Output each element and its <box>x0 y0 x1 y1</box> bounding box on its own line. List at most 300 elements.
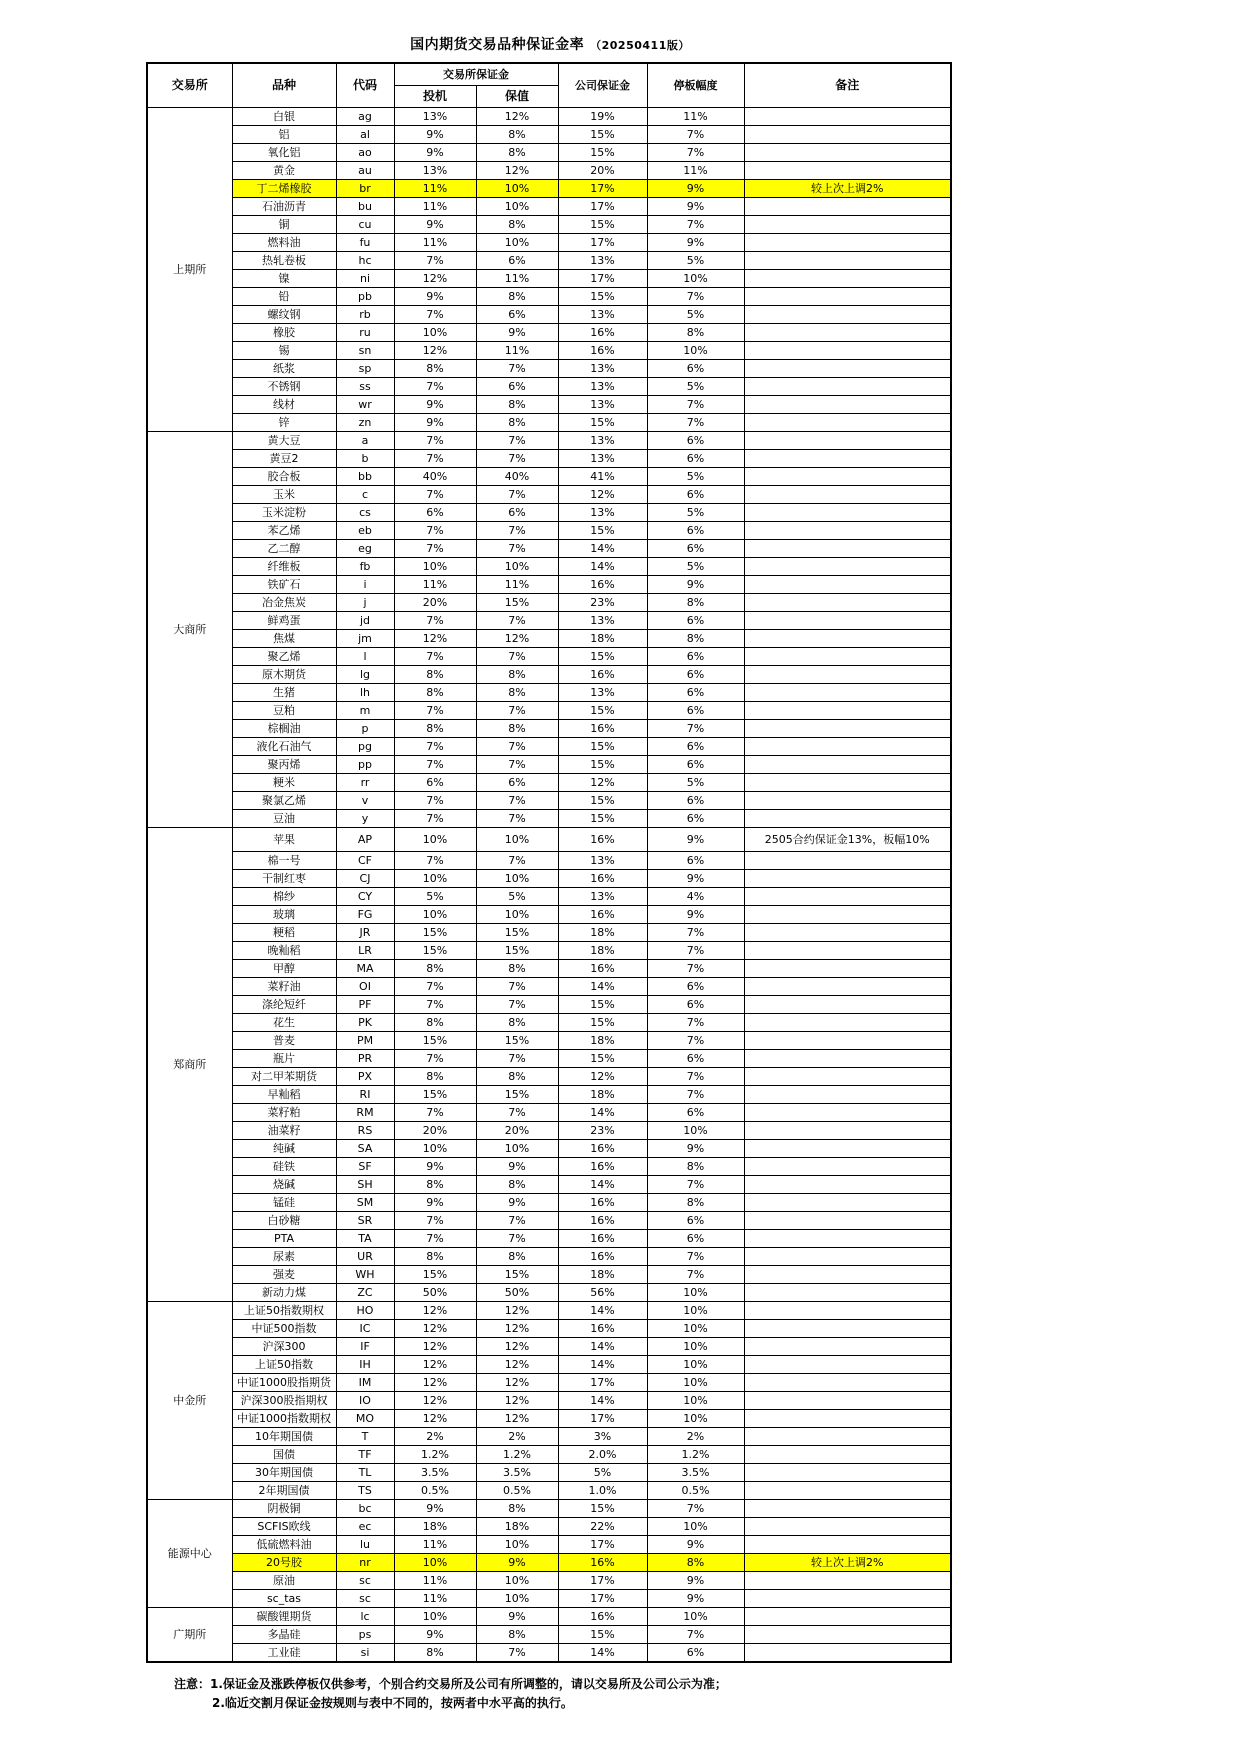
table-row <box>147 612 951 630</box>
code-cell: CJ <box>336 870 394 888</box>
table-row <box>147 1266 951 1284</box>
code-cell: bc <box>336 1500 394 1518</box>
hedge-cell: 10% <box>476 198 558 216</box>
table-row <box>147 558 951 576</box>
code-cell: RS <box>336 1122 394 1140</box>
name-cell: 纤维板 <box>232 558 336 576</box>
hedge-cell: 8% <box>476 1248 558 1266</box>
hedge-cell: 0.5% <box>476 1482 558 1500</box>
company-cell: 14% <box>558 1338 647 1356</box>
limit-cell: 8% <box>647 1554 744 1572</box>
hedge-cell: 5% <box>476 888 558 906</box>
limit-cell: 7% <box>647 1176 744 1194</box>
hedge-cell: 8% <box>476 1176 558 1194</box>
header-limit: 停板幅度 <box>647 63 744 108</box>
code-cell: TF <box>336 1446 394 1464</box>
table-body <box>147 108 951 1663</box>
hedge-cell: 12% <box>476 108 558 126</box>
code-cell: AP <box>336 828 394 852</box>
name-cell: 玻璃 <box>232 906 336 924</box>
company-cell: 13% <box>558 504 647 522</box>
spec-cell: 8% <box>394 684 476 702</box>
spec-cell: 11% <box>394 234 476 252</box>
name-cell: 燃料油 <box>232 234 336 252</box>
limit-cell: 10% <box>647 270 744 288</box>
limit-cell: 1.2% <box>647 1446 744 1464</box>
name-cell: 铅 <box>232 288 336 306</box>
table-row <box>147 378 951 396</box>
name-cell: 豆油 <box>232 810 336 828</box>
hedge-cell: 12% <box>476 1338 558 1356</box>
table-row <box>147 1194 951 1212</box>
name-cell: 原油 <box>232 1572 336 1590</box>
company-cell: 17% <box>558 180 647 198</box>
note-cell: 较上次上调2% <box>744 1554 951 1572</box>
company-cell: 16% <box>558 828 647 852</box>
limit-cell: 6% <box>647 1230 744 1248</box>
company-cell: 14% <box>558 1104 647 1122</box>
spec-cell: 12% <box>394 1392 476 1410</box>
spec-cell: 12% <box>394 1320 476 1338</box>
limit-cell: 10% <box>647 342 744 360</box>
name-cell: 苹果 <box>232 828 336 852</box>
code-cell: CF <box>336 852 394 870</box>
hedge-cell: 7% <box>476 996 558 1014</box>
name-cell: 不锈钢 <box>232 378 336 396</box>
limit-cell: 6% <box>647 996 744 1014</box>
name-cell: 锌 <box>232 414 336 432</box>
code-cell: br <box>336 180 394 198</box>
name-cell: 聚氯乙烯 <box>232 792 336 810</box>
limit-cell: 6% <box>647 432 744 450</box>
hedge-cell: 8% <box>476 414 558 432</box>
note-cell <box>744 1104 951 1122</box>
limit-cell: 5% <box>647 378 744 396</box>
table-row <box>147 1356 951 1374</box>
code-cell: ps <box>336 1626 394 1644</box>
table-row <box>147 1446 951 1464</box>
limit-cell: 0.5% <box>647 1482 744 1500</box>
hedge-cell: 10% <box>476 870 558 888</box>
company-cell: 13% <box>558 252 647 270</box>
hedge-cell: 8% <box>476 144 558 162</box>
table-row <box>147 978 951 996</box>
company-cell: 16% <box>558 870 647 888</box>
limit-cell: 9% <box>647 234 744 252</box>
limit-cell: 9% <box>647 576 744 594</box>
note-cell <box>744 888 951 906</box>
hedge-cell: 15% <box>476 1032 558 1050</box>
company-cell: 2.0% <box>558 1446 647 1464</box>
note-cell <box>744 396 951 414</box>
code-cell: lu <box>336 1536 394 1554</box>
name-cell: 铜 <box>232 216 336 234</box>
code-cell: IM <box>336 1374 394 1392</box>
hedge-cell: 9% <box>476 1158 558 1176</box>
name-cell: 黄大豆 <box>232 432 336 450</box>
hedge-cell: 7% <box>476 702 558 720</box>
table-row <box>147 1338 951 1356</box>
table-row <box>147 792 951 810</box>
code-cell: ao <box>336 144 394 162</box>
code-cell: SR <box>336 1212 394 1230</box>
code-cell: cs <box>336 504 394 522</box>
code-cell: jd <box>336 612 394 630</box>
limit-cell: 5% <box>647 306 744 324</box>
code-cell: ZC <box>336 1284 394 1302</box>
note-cell <box>744 630 951 648</box>
spec-cell: 8% <box>394 1176 476 1194</box>
company-cell: 23% <box>558 1122 647 1140</box>
limit-cell: 7% <box>647 1266 744 1284</box>
table-row <box>147 1608 951 1626</box>
limit-cell: 9% <box>647 198 744 216</box>
company-cell: 13% <box>558 888 647 906</box>
code-cell: lg <box>336 666 394 684</box>
hedge-cell: 12% <box>476 1374 558 1392</box>
name-cell: 涤纶短纤 <box>232 996 336 1014</box>
limit-cell: 6% <box>647 648 744 666</box>
hedge-cell: 11% <box>476 576 558 594</box>
company-cell: 14% <box>558 1176 647 1194</box>
hedge-cell: 8% <box>476 960 558 978</box>
company-cell: 16% <box>558 960 647 978</box>
spec-cell: 11% <box>394 198 476 216</box>
limit-cell: 10% <box>647 1410 744 1428</box>
name-cell: 工业硅 <box>232 1644 336 1663</box>
limit-cell: 6% <box>647 702 744 720</box>
company-cell: 13% <box>558 432 647 450</box>
name-cell: 碳酸锂期货 <box>232 1608 336 1626</box>
name-cell: 螺纹钢 <box>232 306 336 324</box>
name-cell: 纸浆 <box>232 360 336 378</box>
note-cell <box>744 288 951 306</box>
limit-cell: 9% <box>647 828 744 852</box>
company-cell: 15% <box>558 414 647 432</box>
name-cell: 对二甲苯期货 <box>232 1068 336 1086</box>
spec-cell: 11% <box>394 1590 476 1608</box>
code-cell: MO <box>336 1410 394 1428</box>
code-cell: PF <box>336 996 394 1014</box>
hedge-cell: 10% <box>476 906 558 924</box>
spec-cell: 12% <box>394 1302 476 1320</box>
code-cell: jm <box>336 630 394 648</box>
company-cell: 15% <box>558 702 647 720</box>
name-cell: 氧化铝 <box>232 144 336 162</box>
limit-cell: 8% <box>647 630 744 648</box>
hedge-cell: 7% <box>476 1212 558 1230</box>
spec-cell: 12% <box>394 1374 476 1392</box>
name-cell: 粳米 <box>232 774 336 792</box>
company-cell: 13% <box>558 306 647 324</box>
limit-cell: 7% <box>647 144 744 162</box>
table-row <box>147 126 951 144</box>
code-cell: IO <box>336 1392 394 1410</box>
company-cell: 17% <box>558 270 647 288</box>
limit-cell: 6% <box>647 738 744 756</box>
spec-cell: 12% <box>394 1410 476 1428</box>
code-cell: PK <box>336 1014 394 1032</box>
spec-cell: 9% <box>394 216 476 234</box>
code-cell: j <box>336 594 394 612</box>
spec-cell: 10% <box>394 1140 476 1158</box>
note-cell <box>744 234 951 252</box>
company-cell: 1.0% <box>558 1482 647 1500</box>
version-text: （20250411版） <box>590 39 690 52</box>
table-row <box>147 996 951 1014</box>
footnote-2: 2.临近交割月保证金按规则与表中不同的，按两者中水平高的执行。 <box>212 1696 573 1710</box>
code-cell: SH <box>336 1176 394 1194</box>
note-cell <box>744 720 951 738</box>
code-cell: RM <box>336 1104 394 1122</box>
company-cell: 16% <box>558 906 647 924</box>
limit-cell: 4% <box>647 888 744 906</box>
name-cell: 干制红枣 <box>232 870 336 888</box>
spec-cell: 1.2% <box>394 1446 476 1464</box>
spec-cell: 9% <box>394 1626 476 1644</box>
hedge-cell: 12% <box>476 1392 558 1410</box>
company-cell: 13% <box>558 684 647 702</box>
name-cell: 橡胶 <box>232 324 336 342</box>
code-cell: nr <box>336 1554 394 1572</box>
hedge-cell: 7% <box>476 450 558 468</box>
hedge-cell: 7% <box>476 540 558 558</box>
hedge-cell: 6% <box>476 774 558 792</box>
hedge-cell: 7% <box>476 852 558 870</box>
limit-cell: 6% <box>647 666 744 684</box>
name-cell: 线材 <box>232 396 336 414</box>
code-cell: TS <box>336 1482 394 1500</box>
limit-cell: 9% <box>647 180 744 198</box>
hedge-cell: 2% <box>476 1428 558 1446</box>
company-cell: 17% <box>558 1410 647 1428</box>
hedge-cell: 10% <box>476 558 558 576</box>
margin-table <box>146 62 952 1663</box>
code-cell: eb <box>336 522 394 540</box>
note-cell <box>744 1248 951 1266</box>
exchange-cell: 上期所 <box>147 108 232 432</box>
company-cell: 12% <box>558 774 647 792</box>
name-cell: 中证1000股指期货 <box>232 1374 336 1392</box>
note-cell <box>744 810 951 828</box>
code-cell: fu <box>336 234 394 252</box>
table-row <box>147 108 951 126</box>
name-cell: 生猪 <box>232 684 336 702</box>
code-cell: RI <box>336 1086 394 1104</box>
spec-cell: 15% <box>394 1086 476 1104</box>
hedge-cell: 6% <box>476 306 558 324</box>
limit-cell: 7% <box>647 1626 744 1644</box>
company-cell: 15% <box>558 216 647 234</box>
code-cell: c <box>336 486 394 504</box>
footnote-1: 注意：1.保证金及涨跌停板仅供参考，个别合约交易所及公司有所调整的，请以交易所及公司公示为准； <box>174 1677 727 1691</box>
table-row <box>147 396 951 414</box>
table-row <box>147 756 951 774</box>
hedge-cell: 18% <box>476 1518 558 1536</box>
table-row <box>147 1212 951 1230</box>
note-cell <box>744 1158 951 1176</box>
table-row <box>147 360 951 378</box>
company-cell: 14% <box>558 978 647 996</box>
limit-cell: 10% <box>647 1320 744 1338</box>
table-row <box>147 1536 951 1554</box>
limit-cell: 7% <box>647 126 744 144</box>
limit-cell: 6% <box>647 1104 744 1122</box>
hedge-cell: 9% <box>476 1194 558 1212</box>
code-cell: lc <box>336 1608 394 1626</box>
name-cell: 黄金 <box>232 162 336 180</box>
note-cell <box>744 756 951 774</box>
note-cell <box>744 666 951 684</box>
name-cell: 玉米淀粉 <box>232 504 336 522</box>
name-cell: 锰硅 <box>232 1194 336 1212</box>
company-cell: 16% <box>558 324 647 342</box>
name-cell: 晚籼稻 <box>232 942 336 960</box>
name-cell: 聚丙烯 <box>232 756 336 774</box>
hedge-cell: 15% <box>476 594 558 612</box>
hedge-cell: 9% <box>476 1554 558 1572</box>
name-cell: 中证1000指数期权 <box>232 1410 336 1428</box>
limit-cell: 7% <box>647 1248 744 1266</box>
note-cell <box>744 198 951 216</box>
table-row <box>147 1302 951 1320</box>
spec-cell: 6% <box>394 774 476 792</box>
hedge-cell: 40% <box>476 468 558 486</box>
spec-cell: 18% <box>394 1518 476 1536</box>
title-text: 国内期货交易品种保证金率 <box>410 37 585 53</box>
company-cell: 16% <box>558 666 647 684</box>
spec-cell: 11% <box>394 576 476 594</box>
name-cell: 冶金焦炭 <box>232 594 336 612</box>
spec-cell: 7% <box>394 738 476 756</box>
limit-cell: 7% <box>647 1068 744 1086</box>
spec-cell: 9% <box>394 288 476 306</box>
company-cell: 16% <box>558 576 647 594</box>
name-cell: 白银 <box>232 108 336 126</box>
code-cell: eg <box>336 540 394 558</box>
spec-cell: 11% <box>394 1572 476 1590</box>
table-row <box>147 666 951 684</box>
header-product: 品种 <box>232 63 336 108</box>
name-cell: 强麦 <box>232 1266 336 1284</box>
spec-cell: 15% <box>394 1032 476 1050</box>
code-cell: cu <box>336 216 394 234</box>
name-cell: 黄豆2 <box>232 450 336 468</box>
company-cell: 3% <box>558 1428 647 1446</box>
limit-cell: 6% <box>647 756 744 774</box>
note-cell <box>744 522 951 540</box>
exchange-cell: 广期所 <box>147 1608 232 1663</box>
code-cell: rb <box>336 306 394 324</box>
table-row <box>147 522 951 540</box>
note-cell <box>744 1068 951 1086</box>
spec-cell: 7% <box>394 792 476 810</box>
name-cell: 液化石油气 <box>232 738 336 756</box>
hedge-cell: 12% <box>476 1356 558 1374</box>
hedge-cell: 11% <box>476 270 558 288</box>
limit-cell: 7% <box>647 942 744 960</box>
code-cell: TA <box>336 1230 394 1248</box>
table-row <box>147 1086 951 1104</box>
table-row <box>147 1050 951 1068</box>
company-cell: 12% <box>558 486 647 504</box>
limit-cell: 6% <box>647 684 744 702</box>
hedge-cell: 1.2% <box>476 1446 558 1464</box>
limit-cell: 6% <box>647 522 744 540</box>
note-cell <box>744 324 951 342</box>
company-cell: 13% <box>558 450 647 468</box>
spec-cell: 7% <box>394 1050 476 1068</box>
company-cell: 18% <box>558 1266 647 1284</box>
name-cell: 国债 <box>232 1446 336 1464</box>
table-row <box>147 1320 951 1338</box>
company-cell: 17% <box>558 198 647 216</box>
name-cell: 铁矿石 <box>232 576 336 594</box>
table-row <box>147 702 951 720</box>
table-header <box>147 63 951 108</box>
spec-cell: 11% <box>394 1536 476 1554</box>
table-row <box>147 1284 951 1302</box>
hedge-cell: 8% <box>476 126 558 144</box>
note-cell <box>744 1014 951 1032</box>
spec-cell: 0.5% <box>394 1482 476 1500</box>
name-cell: 镍 <box>232 270 336 288</box>
note-cell <box>744 852 951 870</box>
name-cell: 热轧卷板 <box>232 252 336 270</box>
table-row <box>147 924 951 942</box>
note-cell <box>744 1356 951 1374</box>
table-row <box>147 1554 951 1572</box>
note-cell <box>744 1230 951 1248</box>
name-cell: 30年期国债 <box>232 1464 336 1482</box>
hedge-cell: 12% <box>476 1302 558 1320</box>
name-cell: 2年期国债 <box>232 1482 336 1500</box>
company-cell: 20% <box>558 162 647 180</box>
code-cell: a <box>336 432 394 450</box>
code-cell: ru <box>336 324 394 342</box>
code-cell: ss <box>336 378 394 396</box>
company-cell: 15% <box>558 996 647 1014</box>
limit-cell: 8% <box>647 1194 744 1212</box>
table-row <box>147 1374 951 1392</box>
spec-cell: 7% <box>394 1212 476 1230</box>
note-cell <box>744 1032 951 1050</box>
hedge-cell: 8% <box>476 216 558 234</box>
company-cell: 16% <box>558 342 647 360</box>
table-row <box>147 1590 951 1608</box>
name-cell: 多晶硅 <box>232 1626 336 1644</box>
note-cell <box>744 1518 951 1536</box>
note-cell <box>744 1590 951 1608</box>
company-cell: 56% <box>558 1284 647 1302</box>
company-cell: 16% <box>558 1608 647 1626</box>
name-cell: 上证50指数期权 <box>232 1302 336 1320</box>
spec-cell: 11% <box>394 180 476 198</box>
spec-cell: 7% <box>394 996 476 1014</box>
limit-cell: 5% <box>647 558 744 576</box>
limit-cell: 6% <box>647 540 744 558</box>
name-cell: 聚乙烯 <box>232 648 336 666</box>
code-cell: JR <box>336 924 394 942</box>
spec-cell: 3.5% <box>394 1464 476 1482</box>
spec-cell: 13% <box>394 162 476 180</box>
spec-cell: 9% <box>394 144 476 162</box>
note-cell <box>744 1392 951 1410</box>
hedge-cell: 7% <box>476 648 558 666</box>
limit-cell: 8% <box>647 1158 744 1176</box>
table-row <box>147 1122 951 1140</box>
note-cell <box>744 792 951 810</box>
